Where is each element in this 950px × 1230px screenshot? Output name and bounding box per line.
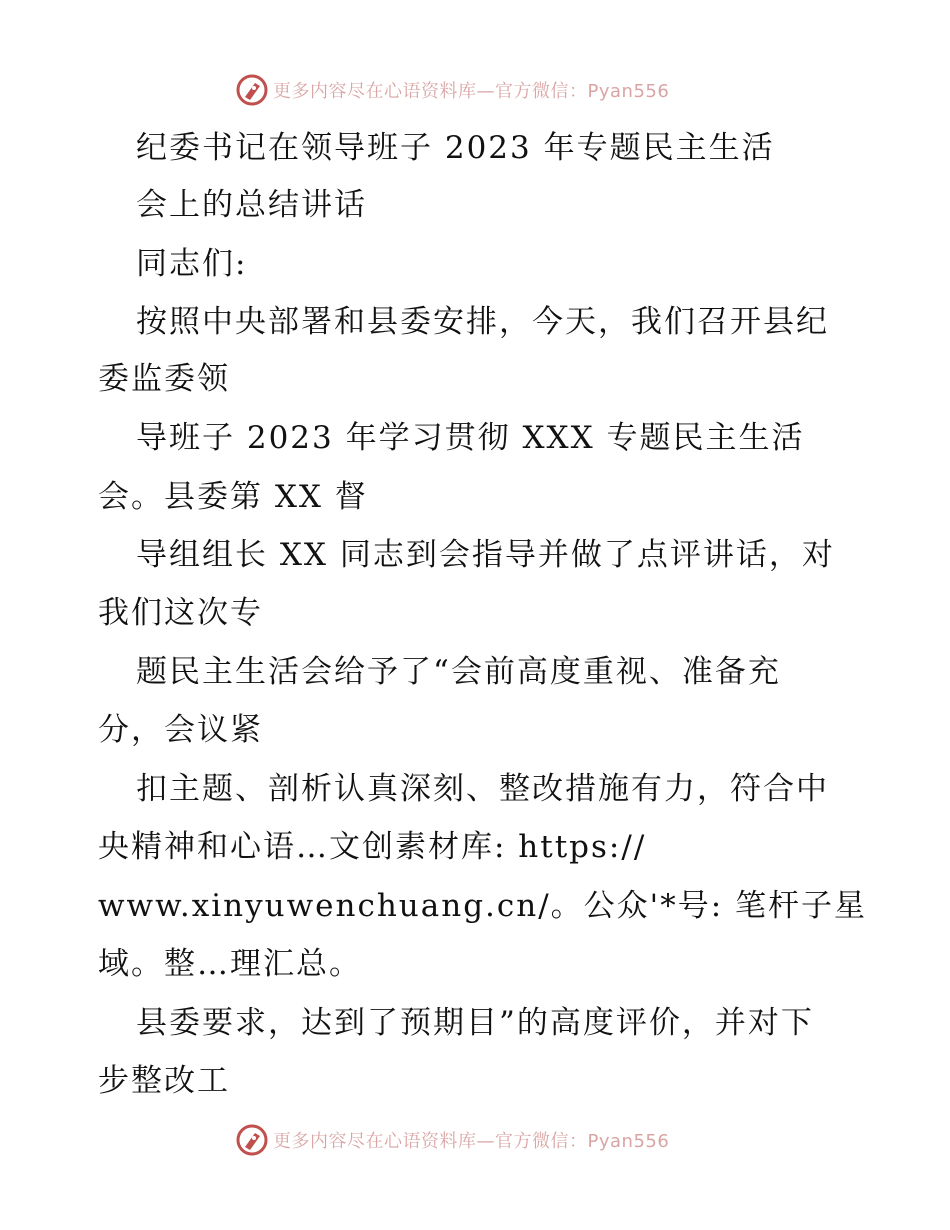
text-line: 导组组长 XX 同志到会指导并做了点评讲话，对 bbox=[136, 537, 835, 573]
header-watermark bbox=[235, 72, 669, 108]
watermark-text: 更多内容尽在心语资料库—官方微信：Pyan556 bbox=[273, 81, 670, 102]
text-line: 步整改工 bbox=[98, 1063, 230, 1099]
watermark-text: 更多内容尽在心语资料库—官方微信：Pyan556 bbox=[273, 1131, 670, 1152]
text-line: 导班子 2023 年学习贯彻 XXX 专题民主生活 bbox=[136, 420, 805, 456]
title-line-1: 纪委书记在领导班子 2023 年专题民主生活 bbox=[136, 130, 775, 166]
text-line: www.xinyuwenchuang.cn/。公众'*号: 笔杆子星 bbox=[98, 888, 867, 924]
text-line: 按照中央部署和县委安排，今天，我们召开县纪 bbox=[136, 304, 829, 340]
salutation: 同志们: bbox=[136, 246, 248, 282]
text-line: 县委要求，达到了预期目”的高度评价，并对下 bbox=[136, 1005, 814, 1041]
text-line: 央精神和心语…文创素材库: https:// bbox=[98, 829, 647, 865]
text-line: 会。县委第 XX 督 bbox=[98, 479, 368, 515]
text-line: 我们这次专 bbox=[98, 595, 263, 631]
pen-nib-logo-icon bbox=[235, 73, 269, 107]
text-line: 域。整…理汇总。 bbox=[98, 946, 362, 982]
footer-watermark bbox=[235, 1122, 669, 1158]
text-line: 分，会议紧 bbox=[98, 712, 263, 748]
text-line: 题民主生活会给予了“会前高度重视、准备充 bbox=[136, 654, 781, 690]
text-line: 委监委领 bbox=[98, 361, 230, 397]
title-line-2: 会上的总结讲话 bbox=[136, 187, 367, 223]
text-line: 扣主题、剖析认真深刻、整改措施有力，符合中 bbox=[136, 771, 829, 807]
pen-nib-logo-icon bbox=[235, 1123, 269, 1157]
